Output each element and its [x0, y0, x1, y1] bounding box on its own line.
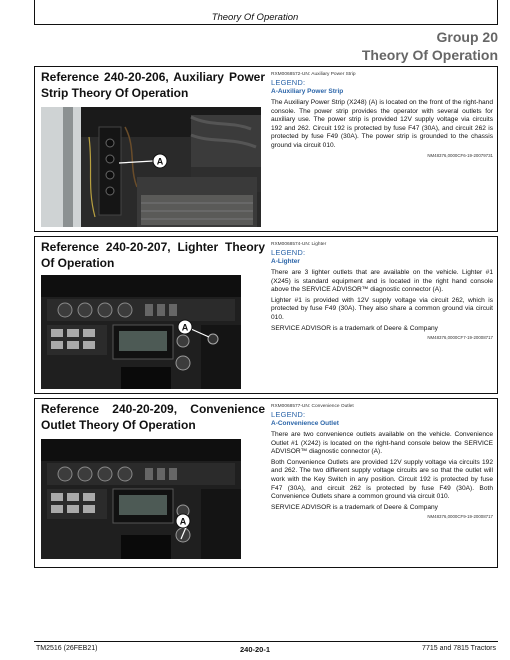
section-text — [271, 71, 493, 159]
figure-reference: RXM0068572-UN: Auxiliary Power Strip — [271, 72, 356, 77]
legend-label: LEGEND: — [271, 410, 306, 419]
section-auxiliary-power-strip — [34, 66, 498, 232]
section-heading: Reference 240-20-209, Convenience Outlet Theory Of Operation — [41, 402, 265, 432]
document-signature: NM48376,0000CF9-19-20008717 — [427, 514, 493, 520]
header-rule — [34, 24, 498, 25]
legend-item: A-Auxiliary Power Strip — [271, 88, 344, 95]
trademark-note: SERVICE ADVISOR is a trademark of Deere & Company — [271, 503, 438, 511]
legend-label: LEGEND: — [271, 248, 306, 257]
convenience-outlet-photo — [41, 439, 241, 559]
section-heading: Reference 240-20-207, Lighter Theory Of Operation — [41, 240, 265, 270]
callout-a-label: A — [179, 516, 187, 527]
paragraph: Lighter #1 is provided with 12V supply voltage via circuit 262, which is protected by fuse F49 (30A). They also share a common ground via circuit 010. — [271, 296, 493, 321]
callout-a-label: A — [181, 322, 189, 333]
group-title: Theory Of Operation — [361, 47, 498, 63]
paragraph: The Auxiliary Power Strip (X248) (A) is located on the front of the right-hand console. The power strip provides the operator with several outlets for auxiliary use. The power strip is provided 12V supply voltage via circuits 192 and 262. Circuit 192 is protected by fuse F47 (30A), and circuit 262 is protected by fuse F49 (30A). The power strip is grounded to the chassis ground via circuit 010. — [271, 99, 493, 149]
footer-page-number: 240-20-1 — [239, 645, 271, 654]
figure-reference: RXM0068577-UN: Convenience Outlet — [271, 404, 354, 409]
footer-rule — [34, 641, 498, 642]
section-text — [271, 403, 493, 520]
auxiliary-power-strip-photo — [41, 107, 261, 227]
section-heading: Reference 240-20-206, Auxiliary Power Strip Theory Of Operation — [41, 70, 265, 100]
legend-item: A-Convenience Outlet — [271, 420, 339, 427]
running-title: Theory Of Operation — [211, 12, 299, 23]
callout-a-label: A — [156, 156, 164, 167]
paragraph: There are 3 lighter outlets that are available on the vehicle. Lighter #1 (X245) is standard equipment and is located in the right hand console above the SERVICE ADVISOR™ diagnostic connector (A). — [271, 269, 493, 294]
legend-label: LEGEND: — [271, 78, 306, 87]
lighter-photo — [41, 275, 241, 389]
document-signature: NM48376,0000CF7-19-20008717 — [427, 335, 493, 341]
legend-item: A-Lighter — [271, 258, 300, 265]
section-text — [271, 241, 493, 341]
paragraph: Both Convenience Outlets are provided 12V supply voltage via circuits 192 and 262. The two different supply voltage circuits are so that the outlet will work with the Key Switch in any position. Circuit 192 is protected by fuse F47 (30A), and circuit 262 is protected by fuse F49 (30A). Both Convenience Outlets share a common ground via circuit 010. — [271, 458, 493, 501]
paragraph: There are two convenience outlets available on the vehicle. Convenience Outlet #1 (X242) is located on the right-hand console below the SERVICE ADVISOR™ diagnostic connector (A). — [271, 431, 493, 456]
trademark-note: SERVICE ADVISOR is a trademark of Deere & Company — [271, 324, 438, 332]
figure-reference: RXM0068574-UN: Lighter — [271, 242, 327, 247]
footer-product: 7715 and 7815 Tractors — [422, 645, 496, 652]
section-lighter — [34, 236, 498, 394]
group-number: Group 20 — [436, 29, 498, 45]
section-convenience-outlet — [34, 398, 498, 568]
document-signature: NM48376,0000CF6-19-20079731 — [427, 152, 493, 158]
footer-manual-id: TM2516 (26FEB21) — [36, 645, 98, 652]
